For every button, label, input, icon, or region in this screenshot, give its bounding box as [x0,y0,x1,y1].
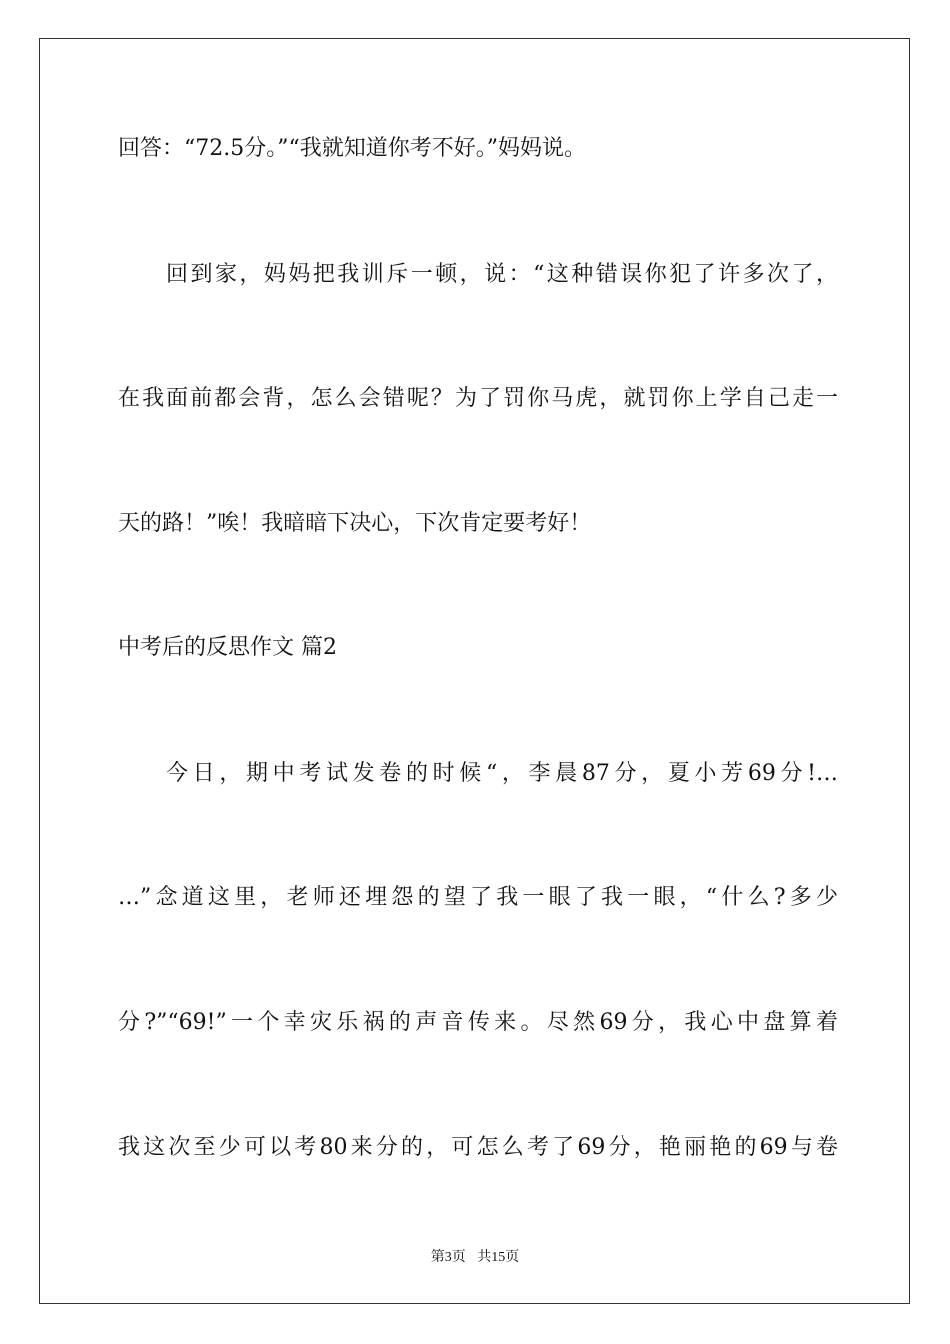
section-heading: 中考后的反思作文 篇2 [118,635,337,660]
text-line-4: 天的路！”唉！我暗暗下决心，下次肯定要考好！ [118,511,592,536]
text-line-7: 分?”“69!”一个幸灾乐祸的声音传来。尽然69分，我心中盘算着 [118,1010,838,1035]
page-border [39,38,910,1304]
page-total: 共15页 [477,1250,520,1265]
text-line-3: 在我面前都会背，怎么会错呢？为了罚你马虎，就罚你上学自己走一 [118,386,838,411]
text-line-8: 我这次至少可以考80来分的，可怎么考了69分，艳丽艳的69与卷 [118,1135,838,1160]
text-line-1: 回答：“72.5分。”“我就知道你考不好。”妈妈说。 [118,136,586,161]
text-line-5: 今日，期中考试发卷的时候“，李晨87分，夏小芳69分!… [166,761,838,786]
text-line-6: …”念道这里，老师还埋怨的望了我一眼了我一眼，“什么?多少 [118,885,838,910]
page-number: 第3页 [430,1250,466,1265]
text-line-2: 回到家，妈妈把我训斥一顿，说：“这种错误你犯了许多次了， [166,262,838,287]
page-footer [0,1246,950,1266]
